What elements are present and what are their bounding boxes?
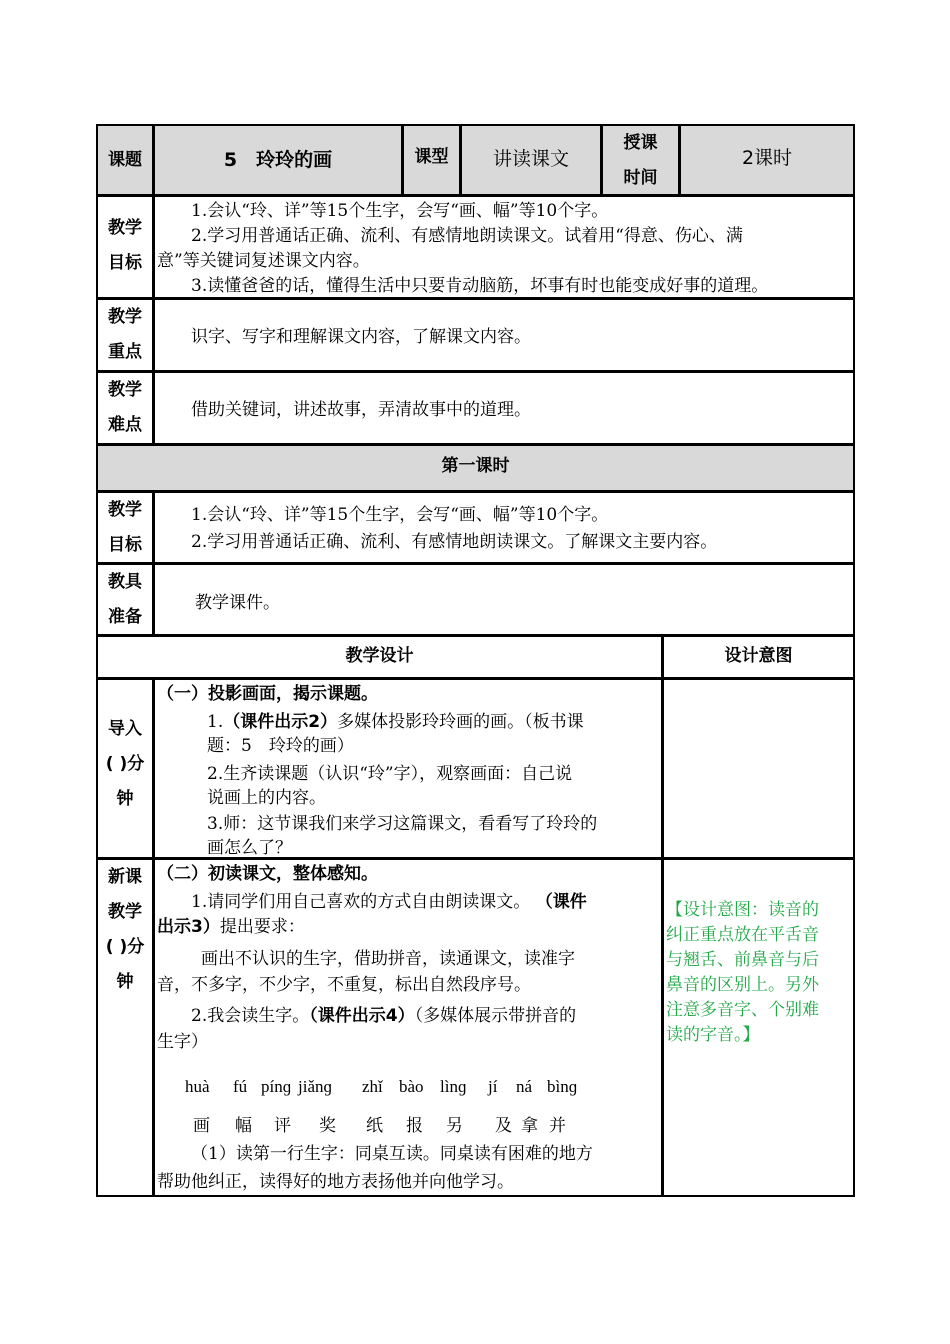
intro-label-2: ( )分 xyxy=(105,754,145,774)
char-5: 纸 xyxy=(366,1116,383,1136)
intent-header: 设计意图 xyxy=(724,646,793,666)
new-line-3: （1）读第一行生字：同桌互读。同桌读有困难的地方 xyxy=(191,1144,593,1164)
new-line-1 xyxy=(191,890,587,915)
intent-line-4: 鼻音的区别上。另外 xyxy=(666,975,819,995)
intro-line-3: 3.师：这节课我们来学习这篇课文，看看写了玲玲的 xyxy=(207,814,598,834)
char-8: 及 xyxy=(495,1116,512,1136)
tools-label-2: 准备 xyxy=(108,607,142,627)
time-label-2: 时间 xyxy=(623,168,658,188)
type-value: 讲读课文 xyxy=(492,148,569,170)
new-2-note: （多媒体展示带拼音的 xyxy=(414,1006,577,1026)
new-label-3: ( )分 xyxy=(105,937,145,957)
pinyin-10: bìnɡ xyxy=(547,1077,578,1096)
goals-label-2: 目标 xyxy=(108,253,142,273)
intent-line-5: 注意多音字、个别难 xyxy=(666,1000,819,1020)
intro-1-num: 1. xyxy=(207,712,224,732)
pinyin-9: ná xyxy=(516,1077,533,1096)
char-10: 并 xyxy=(549,1116,566,1136)
fl-goals-label-cell xyxy=(96,491,154,564)
intro-line-2: 2.生齐读课题（认识“玲”字），观察画面：自己说 xyxy=(207,764,573,784)
design-header: 教学设计 xyxy=(345,646,414,666)
hours-value: 2课时 xyxy=(741,147,793,169)
char-6: 报 xyxy=(406,1116,423,1136)
fl-goals-content-cell xyxy=(153,491,855,564)
char-4: 奖 xyxy=(319,1116,336,1136)
time-label-cell xyxy=(601,124,680,196)
intent-header-cell xyxy=(662,635,855,679)
new-label-4: 钟 xyxy=(116,972,134,992)
pinyin-1: huà xyxy=(185,1077,210,1096)
intro-title: （一）投影画面，揭示课题。 xyxy=(157,684,378,704)
intent-line-2: 纠正重点放在平舌音 xyxy=(666,925,819,945)
diff-label-cell xyxy=(96,371,154,445)
intro-line-1 xyxy=(207,710,584,735)
key-label-1: 教学 xyxy=(108,307,142,327)
tools-text: 教学课件。 xyxy=(195,593,280,613)
new-line-3b: 帮助他纠正，读得好的地方表扬他并向他学习。 xyxy=(157,1172,514,1192)
new-line-2b: 生字） xyxy=(157,1032,208,1052)
char-9: 拿 xyxy=(521,1116,538,1136)
fl-goals-label-1: 教学 xyxy=(108,500,142,520)
new-line-2 xyxy=(191,1004,576,1029)
intro-line-1b: 题：5 玲玲的画） xyxy=(207,736,354,756)
pinyin-2: fú xyxy=(233,1077,248,1096)
intro-label-3: 钟 xyxy=(116,789,134,809)
subject-label-cell xyxy=(96,124,154,196)
diff-text: 借助关键词，讲述故事，弄清故事中的道理。 xyxy=(191,400,531,420)
char-3: 评 xyxy=(274,1116,291,1136)
new-intent-cell xyxy=(662,858,855,1197)
goal-line-2: 2.学习用普通话正确、流利、有感情地朗读课文。试着用“得意、伤心、满 xyxy=(191,226,743,246)
intro-label-1: 导入 xyxy=(108,719,142,739)
new-label-cell xyxy=(96,858,154,1197)
new-2-courseware: （课件出示4） xyxy=(309,1006,415,1026)
fl-goals-label-2: 目标 xyxy=(108,535,142,555)
time-label-1: 授课 xyxy=(623,133,658,153)
lesson-title: 5 玲玲的画 xyxy=(223,149,333,171)
intent-line-1: 【设计意图：读音的 xyxy=(666,900,819,920)
new-1-courseware-b: 出示3） xyxy=(157,917,220,937)
intro-line-2b: 说画上的内容。 xyxy=(207,788,326,808)
goals-content-cell xyxy=(153,195,855,299)
new-label-2: 教学 xyxy=(108,902,142,922)
char-7: 另 xyxy=(446,1116,463,1136)
goals-label-1: 教学 xyxy=(108,218,142,238)
tools-content-cell xyxy=(153,563,855,636)
char-1: 画 xyxy=(193,1116,210,1136)
intent-line-3: 与翘舌、前鼻音与后 xyxy=(666,950,819,970)
new-1-courseware: （课件 xyxy=(544,892,587,912)
pinyin-3: pínɡ xyxy=(261,1077,292,1096)
pinyin-5: zhǐ xyxy=(362,1077,383,1096)
intro-label-cell xyxy=(96,678,154,859)
new-1-req: 提出要求： xyxy=(219,917,305,937)
type-label: 课型 xyxy=(414,147,449,167)
new-title: （二）初读课文，整体感知。 xyxy=(157,864,378,884)
new-2-text: 2.我会读生字。 xyxy=(191,1006,310,1026)
char-2: 幅 xyxy=(235,1116,252,1136)
goal-line-3: 意”等关键词复述课文内容。 xyxy=(157,251,370,271)
subject-label: 课题 xyxy=(108,150,142,170)
new-req-line-2: 音，不多字，不少字，不重复，标出自然段序号。 xyxy=(157,975,531,995)
diff-content-cell xyxy=(153,371,855,445)
goals-label-cell xyxy=(96,195,154,299)
pinyin-6: bào xyxy=(399,1077,424,1096)
intro-content-cell xyxy=(153,678,663,859)
pinyin-7: lìnɡ xyxy=(440,1077,467,1096)
tools-label-1: 教具 xyxy=(108,572,142,592)
lesson-title-cell xyxy=(153,124,403,196)
fl-goal-line-1: 1.会认“玲、详”等15个生字，会写“画、幅”等10个字。 xyxy=(191,505,609,525)
goal-line-4: 3.读懂爸爸的话，懂得生活中只要肯动脑筋，坏事有时也能变成好事的道理。 xyxy=(191,276,769,296)
intro-1-courseware: （课件出示2） xyxy=(223,712,338,732)
fl-goal-line-2: 2.学习用普通话正确、流利、有感情地朗读课文。了解课文主要内容。 xyxy=(191,532,718,552)
key-label-cell xyxy=(96,298,154,372)
pinyin-4: jiǎnɡ xyxy=(298,1077,332,1096)
first-lesson-title: 第一课时 xyxy=(441,456,510,476)
key-label-2: 重点 xyxy=(108,342,142,362)
hours-cell xyxy=(679,124,855,196)
intro-intent-cell xyxy=(662,678,855,859)
key-text: 识字、写字和理解课文内容，了解课文内容。 xyxy=(191,327,531,347)
new-label-1: 新课 xyxy=(108,867,142,887)
new-line-1b xyxy=(157,915,305,940)
type-value-cell xyxy=(460,124,602,196)
new-content-cell xyxy=(153,858,663,1197)
intro-1-text: 多媒体投影玲玲画的画。（板书课 xyxy=(337,712,584,732)
diff-label-2: 难点 xyxy=(108,415,142,435)
design-header-cell xyxy=(96,635,663,679)
key-content-cell xyxy=(153,298,855,372)
diff-label-1: 教学 xyxy=(108,380,142,400)
goal-line-1: 1.会认“玲、详”等15个生字，会写“画、幅”等10个字。 xyxy=(191,201,609,221)
first-lesson-header xyxy=(96,444,855,492)
intent-line-6: 读的字音。】 xyxy=(666,1025,760,1045)
type-label-cell xyxy=(402,124,461,196)
pinyin-8: jí xyxy=(488,1077,498,1096)
tools-label-cell xyxy=(96,563,154,636)
new-1-text: 1.请同学们用自己喜欢的方式自由朗读课文。 xyxy=(191,892,531,912)
new-req-line-1: 画出不认识的生字，借助拼音，读通课文，读准字 xyxy=(201,949,575,969)
intro-line-3b: 画怎么了？ xyxy=(207,838,292,858)
